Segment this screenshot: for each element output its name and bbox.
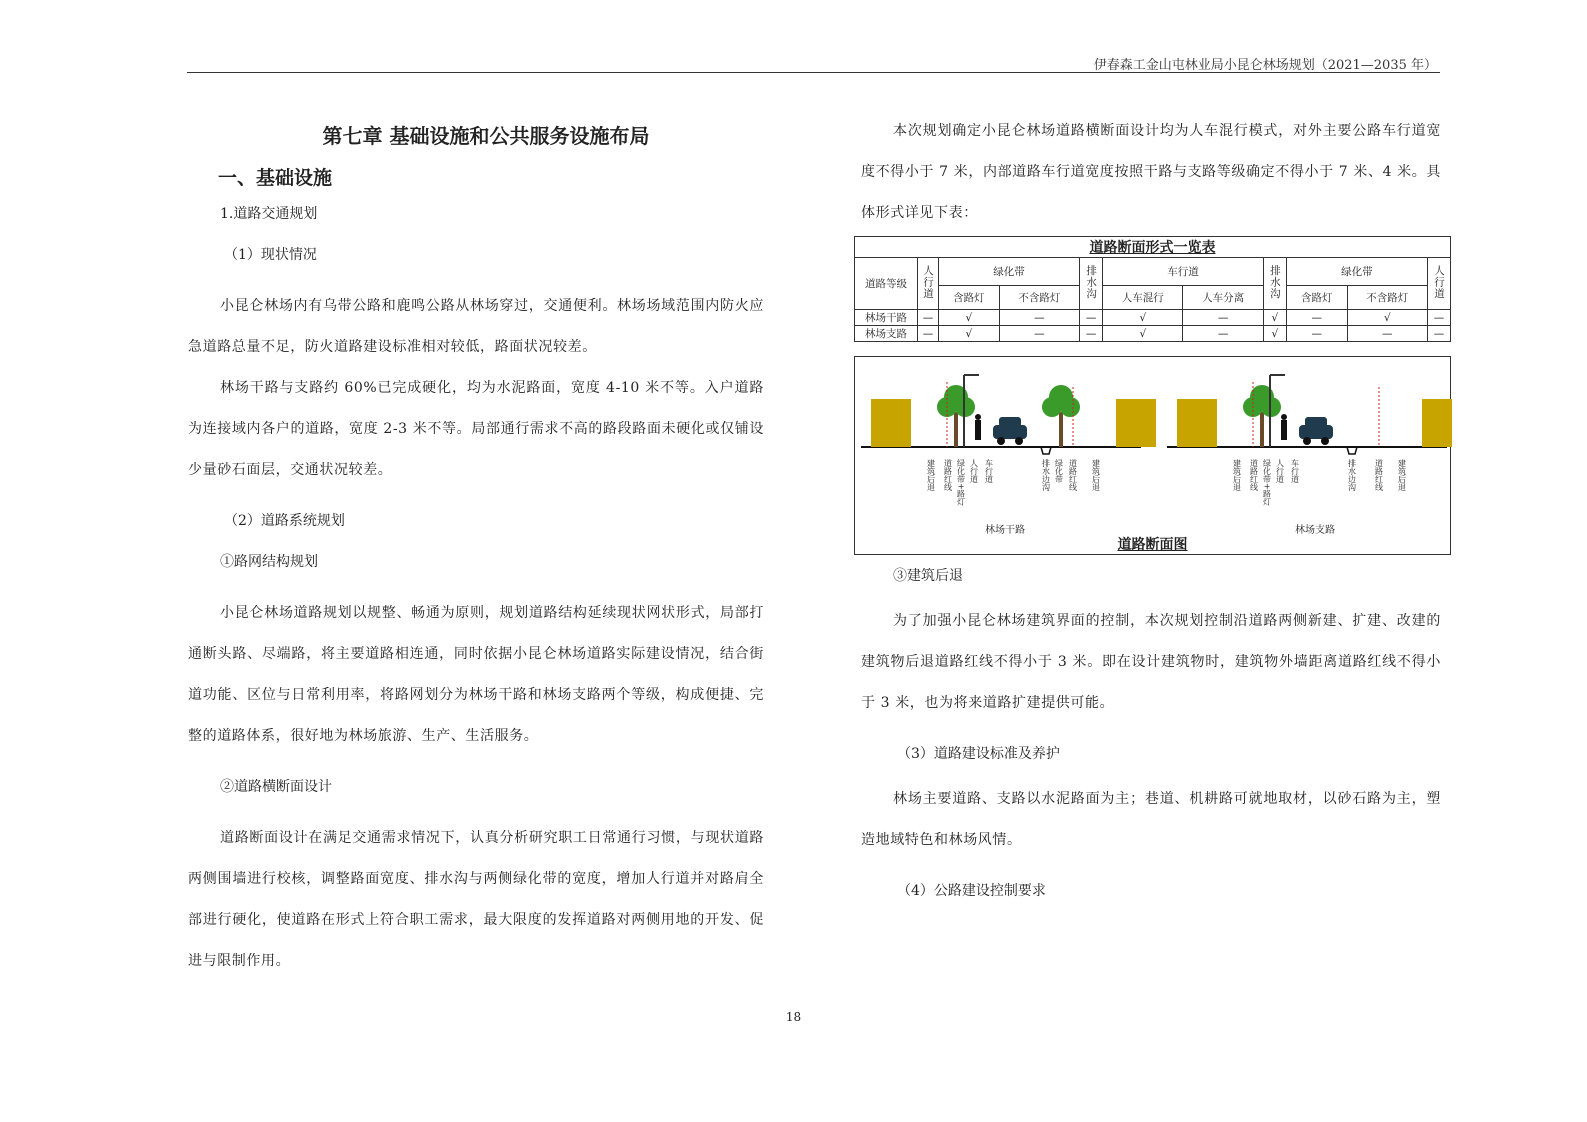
car-wheel-icon bbox=[997, 437, 1005, 445]
pedestrian-icon bbox=[1281, 414, 1287, 420]
section-label: 道路红线 bbox=[1249, 459, 1259, 491]
heading-network: ①路网结构规划 bbox=[220, 554, 318, 570]
section-label: 绿化带+路灯 bbox=[956, 459, 966, 506]
table-cell: — bbox=[999, 310, 1079, 326]
table-cell: √ bbox=[1103, 326, 1183, 342]
paragraph-block-right-1 bbox=[861, 111, 1441, 234]
section-label: 人行道 bbox=[1275, 459, 1285, 483]
table-cell: √ bbox=[939, 310, 1000, 326]
road-section-diagram bbox=[854, 356, 1451, 555]
section-main-road bbox=[861, 375, 1156, 506]
page-number: 18 bbox=[785, 1010, 802, 1024]
tree-icon bbox=[1042, 397, 1062, 417]
table-cell: √ bbox=[1347, 310, 1427, 326]
section-label: 道路红线 bbox=[1374, 459, 1384, 491]
pedestrian-icon bbox=[975, 420, 981, 440]
section-label: 车行道 bbox=[984, 459, 994, 483]
section-label: 排水边沟 bbox=[1041, 459, 1051, 491]
diagram-caption: 道路断面图 bbox=[1117, 537, 1188, 553]
table-header-green-2: 绿化带 bbox=[1286, 258, 1427, 286]
table-header-lane: 车行道 bbox=[1103, 258, 1264, 286]
table-cell: — bbox=[1428, 326, 1451, 342]
car-wheel-icon bbox=[1015, 437, 1023, 445]
paragraph-status-1: 小昆仑林场内有乌带公路和鹿鸣公路从林场穿过，交通便利。林场场域范围内防火应急道路总量不足，防火道路建设标准相对较低，路面状况较差。 bbox=[188, 298, 764, 355]
table-sub-lamp-2: 含路灯 bbox=[1286, 286, 1347, 310]
heading-setback: ③建筑后退 bbox=[893, 568, 963, 584]
heading-standard: （3）道路建设标准及养护 bbox=[897, 746, 1060, 762]
table-header-green: 绿化带 bbox=[939, 258, 1080, 286]
section-label: 道路红线 bbox=[1068, 459, 1078, 491]
label-branch-road: 林场支路 bbox=[1295, 525, 1335, 536]
table-header-drain-2: 排水沟 bbox=[1263, 258, 1286, 310]
tree-icon bbox=[1060, 397, 1080, 417]
header-rule bbox=[187, 72, 1440, 73]
table-sub-mixed: 人车混行 bbox=[1103, 286, 1183, 310]
section-label: 建筑后退 bbox=[1091, 459, 1101, 491]
car-icon bbox=[1305, 417, 1327, 427]
paragraph-block bbox=[188, 286, 764, 491]
table-row bbox=[855, 326, 1451, 342]
left-column bbox=[188, 110, 764, 982]
tree-trunk-icon bbox=[1260, 412, 1264, 447]
building-right-icon bbox=[1422, 399, 1452, 447]
paragraph-block-2 bbox=[188, 593, 764, 757]
table-cell: √ bbox=[1263, 310, 1286, 326]
table-cell: — bbox=[999, 326, 1079, 342]
table-sub-nolamp: 不含路灯 bbox=[999, 286, 1079, 310]
table-cell: — bbox=[1183, 310, 1263, 326]
paragraph-setback: 为了加强小昆仑林场建筑界面的控制，本次规划控制沿道路两侧新建、扩建、改建的建筑物后退道路红线不得小于 3 米。即在设计建筑物时，建筑物外墙距离道路红线不得小于 3 米，也为将来道路扩建提供可能。 bbox=[861, 613, 1441, 711]
table-header-walk: 人行道 bbox=[918, 258, 939, 310]
drain-ditch-icon bbox=[1347, 447, 1357, 454]
pedestrian-icon bbox=[1281, 420, 1287, 440]
drain-ditch-icon bbox=[1041, 447, 1051, 454]
table-cell: — bbox=[1183, 326, 1263, 342]
table-sub-lamp: 含路灯 bbox=[939, 286, 1000, 310]
heading-system-planning: （2）道路系统规划 bbox=[224, 513, 345, 529]
paragraph-status-2: 林场干路与支路约 60%已完成硬化，均为水泥路面，宽度 4-10 米不等。入户道路为连接域内各户的道路，宽度 2-3 米不等。局部通行需求不高的路段路面未硬化或仅铺设少量砂石面层，交通状况较差。 bbox=[188, 380, 764, 478]
car-icon bbox=[993, 425, 1027, 439]
paragraph-block-right-2 bbox=[861, 601, 1441, 724]
table-cell: 林场干路 bbox=[855, 310, 918, 326]
car-wheel-icon bbox=[1303, 437, 1311, 445]
paragraph-cross-section: 道路断面设计在满足交通需求情况下，认真分析研究职工日常通行习惯，与现状道路两侧围墙进行校核，调整路面宽度、排水沟与两侧绿化带的宽度，增加人行道并对路肩全部进行硬化，使道路在形式上符合职工需求，最大限度的发挥道路对两侧用地的开发、促进与限制作用。 bbox=[188, 830, 764, 969]
table-cell: — bbox=[1080, 326, 1103, 342]
car-wheel-icon bbox=[1321, 437, 1329, 445]
section-label: 绿化带 bbox=[1054, 459, 1064, 483]
right-column-lower bbox=[861, 566, 1441, 922]
car-icon bbox=[999, 417, 1021, 427]
table-header-grade: 道路等级 bbox=[855, 258, 918, 310]
table-cell: — bbox=[918, 326, 939, 342]
table-cell: 林场支路 bbox=[855, 326, 918, 342]
table-sub-nolamp-2: 不含路灯 bbox=[1347, 286, 1427, 310]
table-cell: — bbox=[1286, 310, 1347, 326]
table-cell: √ bbox=[1103, 310, 1183, 326]
building-left-icon bbox=[871, 399, 911, 447]
right-column bbox=[861, 110, 1441, 234]
section-label: 车行道 bbox=[1290, 459, 1300, 483]
table-header-walk-2: 人行道 bbox=[1428, 258, 1451, 310]
table-cell: — bbox=[1347, 326, 1427, 342]
paragraph-block-right-3 bbox=[861, 779, 1441, 861]
paragraph-network: 小昆仑林场道路规划以规整、畅通为原则，规划道路结构延续现状网状形式，局部打通断头路、尽端路，将主要道路相连通，同时依据小昆仑林场道路实际建设情况，结合街道功能、区位与日常利用率，将路网划分为林场干路和林场支路两个等级，构成便捷、完整的道路体系，很好地为林场旅游、生产、生活服务。 bbox=[188, 605, 764, 744]
road-section-table bbox=[854, 236, 1451, 342]
heading-road-planning: 1.道路交通规划 bbox=[220, 206, 318, 222]
table-cell: — bbox=[918, 310, 939, 326]
car-icon bbox=[1299, 425, 1333, 439]
heading-highway: （4）公路建设控制要求 bbox=[897, 883, 1046, 899]
tree-trunk-icon bbox=[1059, 412, 1063, 447]
paragraph-mode: 本次规划确定小昆仑林场道路横断面设计均为人车混行模式，对外主要公路车行道宽度不得小于 7 米，内部道路车行道宽度按照干路与支路等级确定不得小于 7 米、4 米。具体形式详见下表： bbox=[861, 123, 1441, 221]
table-cell: — bbox=[1286, 326, 1347, 342]
table-cell: √ bbox=[939, 326, 1000, 342]
section-label: 绿化带+路灯 bbox=[1262, 459, 1272, 506]
table-header-drain: 排水沟 bbox=[1080, 258, 1103, 310]
paragraph-block-3 bbox=[188, 818, 764, 982]
section-label: 建筑后退 bbox=[926, 459, 936, 491]
heading-cross-section: ②道路横断面设计 bbox=[220, 779, 332, 795]
table-cell: — bbox=[1080, 310, 1103, 326]
pedestrian-icon bbox=[975, 414, 981, 420]
header-title: 伊春森工金山屯林业局小昆仑林场规划（2021—2035 年） bbox=[1093, 58, 1437, 73]
building-left-icon bbox=[1177, 399, 1217, 447]
table-cell: — bbox=[1428, 310, 1451, 326]
section-branch-road bbox=[1167, 375, 1452, 506]
paragraph-standard: 林场主要道路、支路以水泥路面为主；巷道、机耕路可就地取材，以砂石路为主，塑造地域特色和林场风情。 bbox=[861, 791, 1441, 848]
table-sub-sep: 人车分离 bbox=[1183, 286, 1263, 310]
section-label: 建筑后退 bbox=[1397, 459, 1407, 491]
label-main-road: 林场干路 bbox=[985, 525, 1025, 536]
section-label: 道路红线 bbox=[943, 459, 953, 491]
heading-current-status: （1）现状情况 bbox=[224, 247, 317, 263]
diagram-svg bbox=[855, 357, 1452, 556]
section-label: 建筑后退 bbox=[1232, 459, 1242, 491]
table-cell: √ bbox=[1263, 326, 1286, 342]
table-row bbox=[855, 310, 1451, 326]
building-right-icon bbox=[1116, 399, 1156, 447]
section-label: 排水边沟 bbox=[1347, 459, 1357, 491]
chapter-title: 第七章 基础设施和公共服务设施布局 bbox=[322, 124, 650, 148]
section-title: 一、基础设施 bbox=[218, 167, 333, 189]
section-label: 人行道 bbox=[969, 459, 979, 483]
tree-trunk-icon bbox=[954, 412, 958, 447]
table-title: 道路断面形式一览表 bbox=[855, 237, 1451, 258]
